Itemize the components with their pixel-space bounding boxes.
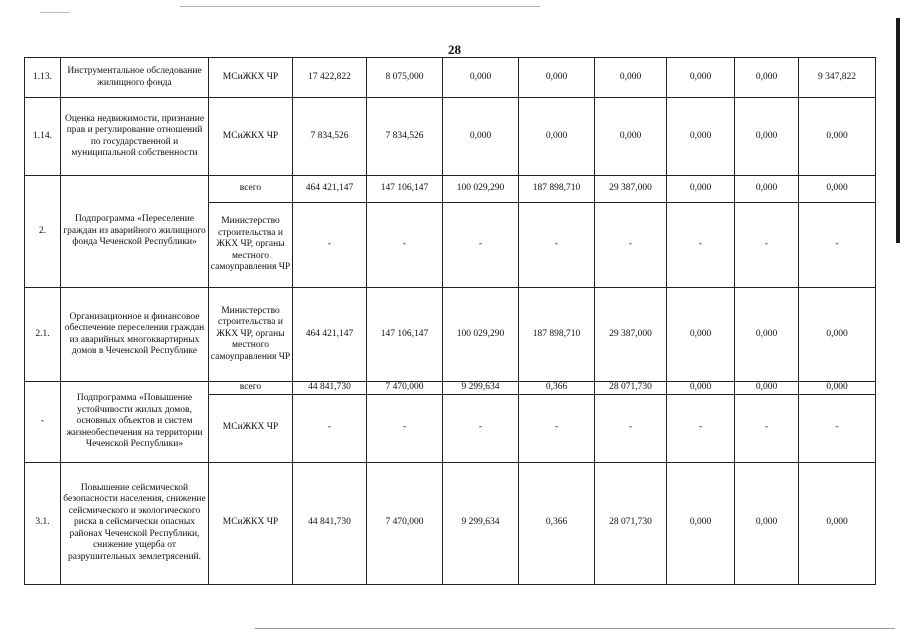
value-cell: 147 106,147 <box>367 176 443 203</box>
activity-name: Оценка недвижимости, признание прав и регулирование отношений по государственной и муниципальной собственности <box>61 98 209 176</box>
value-cell: 0,000 <box>595 58 667 98</box>
value-cell: 0,000 <box>735 98 799 176</box>
row-number: 3.1. <box>25 462 61 584</box>
value-cell: 0,000 <box>799 176 876 203</box>
value-cell: 7 834,526 <box>293 98 367 176</box>
table-row <box>25 176 876 203</box>
executor: МСиЖКХ ЧР <box>209 462 293 584</box>
value-cell: 0,000 <box>667 462 735 584</box>
value-cell: 0,000 <box>443 98 519 176</box>
value-cell: - <box>735 203 799 288</box>
value-cell: 0,000 <box>667 288 735 382</box>
activity-name: Инструментальное обследование жилищного фонда <box>61 58 209 98</box>
executor: всего <box>209 382 293 395</box>
subprogram-name: Подпрограмма «Переселение граждан из аварийного жилищного фонда Чеченской Республики» <box>61 176 209 288</box>
value-cell: 0,000 <box>519 98 595 176</box>
value-cell: - <box>735 394 799 462</box>
activity-name: Организационное и финансовое обеспечение переселения граждан из аварийных многоквартирных домов в Чеченской Республике <box>61 288 209 382</box>
value-cell: 0,000 <box>799 462 876 584</box>
table-row <box>25 98 876 176</box>
value-cell: 9 299,634 <box>443 462 519 584</box>
value-cell: 0,000 <box>735 58 799 98</box>
value-cell: 7 834,526 <box>367 98 443 176</box>
value-cell: 0,366 <box>519 462 595 584</box>
value-cell: 0,000 <box>735 382 799 395</box>
budget-table <box>24 57 876 585</box>
value-cell: 0,000 <box>519 58 595 98</box>
value-cell: 0,000 <box>799 98 876 176</box>
value-cell: 44 841,730 <box>293 462 367 584</box>
value-cell: 0,000 <box>735 288 799 382</box>
value-cell: - <box>667 203 735 288</box>
value-cell: 0,000 <box>667 98 735 176</box>
value-cell: 28 071,730 <box>595 462 667 584</box>
value-cell: 100 029,290 <box>443 288 519 382</box>
scan-artifact-right-edge <box>896 18 900 243</box>
value-cell: 9 299,634 <box>443 382 519 395</box>
row-number: 2.1. <box>25 288 61 382</box>
value-cell: 0,000 <box>595 98 667 176</box>
value-cell: 17 422,822 <box>293 58 367 98</box>
scan-artifact-top <box>180 6 540 7</box>
value-cell: 187 898,710 <box>519 288 595 382</box>
table-row <box>25 462 876 584</box>
value-cell: 0,000 <box>735 462 799 584</box>
value-cell: - <box>667 394 735 462</box>
scan-artifact-bottom <box>255 628 895 629</box>
value-cell: 0,000 <box>735 176 799 203</box>
value-cell: 7 470,000 <box>367 382 443 395</box>
value-cell: - <box>799 203 876 288</box>
value-cell: 100 029,290 <box>443 176 519 203</box>
row-number: - <box>25 382 61 463</box>
table-row <box>25 288 876 382</box>
value-cell: - <box>519 394 595 462</box>
page-number: 28 <box>448 42 461 57</box>
scan-artifact-top-left <box>40 12 70 13</box>
value-cell: 464 421,147 <box>293 176 367 203</box>
executor: МСиЖКХ ЧР <box>209 394 293 462</box>
value-cell: - <box>367 203 443 288</box>
value-cell: 0,000 <box>799 382 876 395</box>
executor: всего <box>209 176 293 203</box>
value-cell: - <box>293 394 367 462</box>
value-cell: 464 421,147 <box>293 288 367 382</box>
table-row <box>25 382 876 395</box>
value-cell: 29 387,000 <box>595 288 667 382</box>
value-cell: - <box>443 203 519 288</box>
value-cell: 29 387,000 <box>595 176 667 203</box>
value-cell: 44 841,730 <box>293 382 367 395</box>
executor: МСиЖКХ ЧР <box>209 58 293 98</box>
value-cell: - <box>443 394 519 462</box>
value-cell: 28 071,730 <box>595 382 667 395</box>
executor: Министерство строительства и ЖКХ ЧР, органы местного самоуправления ЧР <box>209 288 293 382</box>
value-cell: - <box>799 394 876 462</box>
row-number: 1.13. <box>25 58 61 98</box>
row-number: 2. <box>25 176 61 288</box>
value-cell: 0,000 <box>443 58 519 98</box>
executor: МСиЖКХ ЧР <box>209 98 293 176</box>
activity-name: Повышение сейсмической безопасности населения, снижение сейсмического и экологического риска в сейсмически опасных районах Чеченской Республики, снижение ущерба от разрушительных землетрясений. <box>61 462 209 584</box>
row-number: 1.14. <box>25 98 61 176</box>
value-cell: 187 898,710 <box>519 176 595 203</box>
subprogram-name: Подпрограмма «Повышение устойчивости жилых домов, основных объектов и систем жизнеобеспечения на территории Чеченской Республики» <box>61 382 209 463</box>
table-row <box>25 58 876 98</box>
value-cell: 147 106,147 <box>367 288 443 382</box>
value-cell: - <box>367 394 443 462</box>
value-cell: 8 075,000 <box>367 58 443 98</box>
value-cell: 0,000 <box>667 176 735 203</box>
value-cell: 0,000 <box>799 288 876 382</box>
value-cell: 0,000 <box>667 58 735 98</box>
value-cell: 0,366 <box>519 382 595 395</box>
value-cell: - <box>293 203 367 288</box>
value-cell: - <box>595 394 667 462</box>
value-cell: - <box>595 203 667 288</box>
value-cell: 9 347,822 <box>799 58 876 98</box>
value-cell: 7 470,000 <box>367 462 443 584</box>
value-cell: - <box>519 203 595 288</box>
value-cell: 0,000 <box>667 382 735 395</box>
executor: Министерство строительства и ЖКХ ЧР, органы местного самоуправления ЧР <box>209 203 293 288</box>
